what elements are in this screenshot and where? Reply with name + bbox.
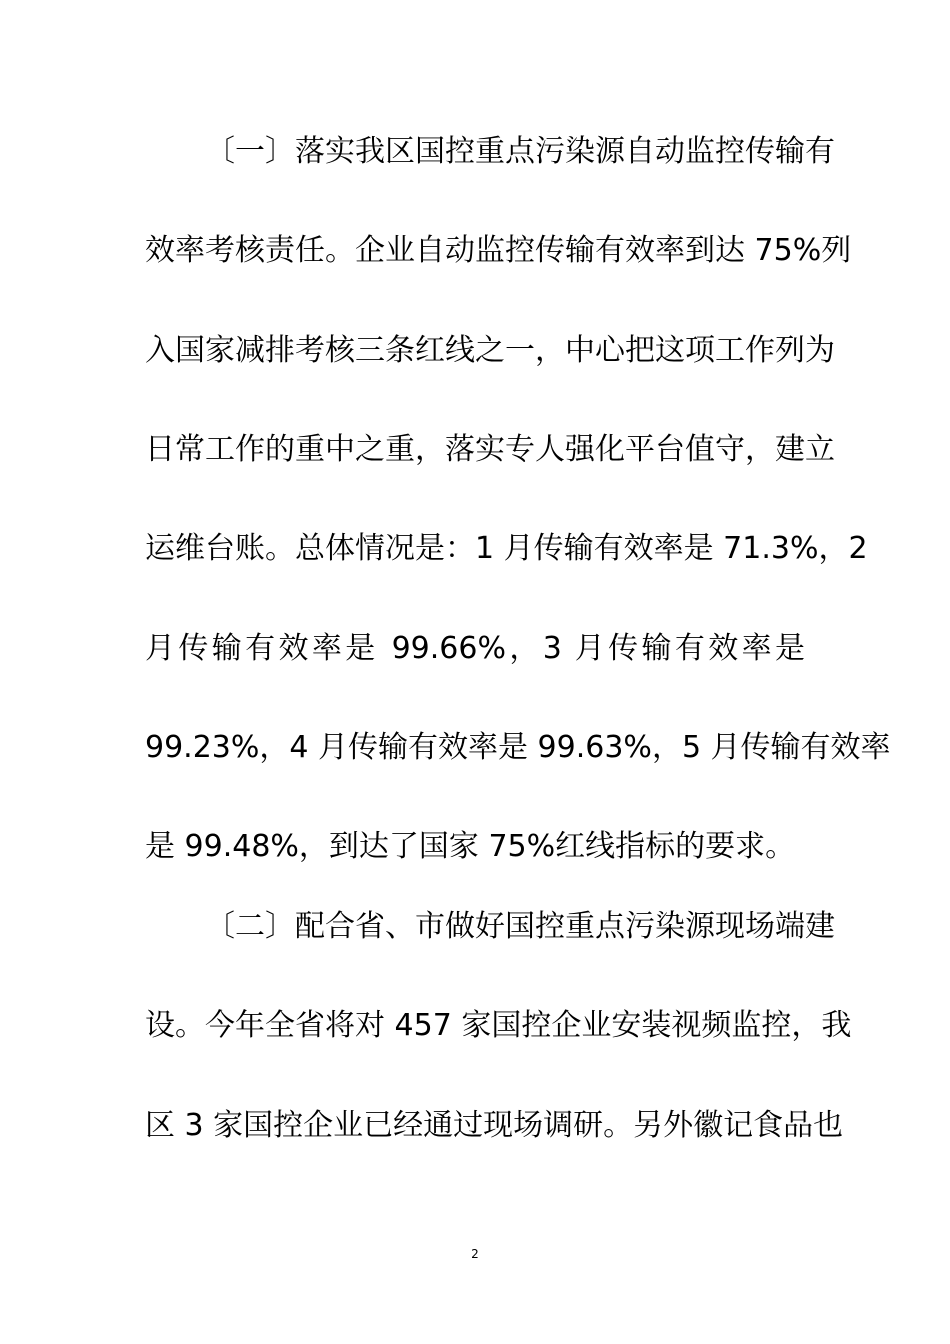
paragraph-1-line-3: 入国家减排考核三条红线之一，中心把这项工作列为 (145, 333, 835, 368)
paragraph-1-line-6: 月传输有效率是 99.66%，3 月传输有效率是 (145, 631, 805, 666)
paragraph-2-line-3: 区 3 家国控企业已经通过现场调研。另外徽记食品也 (145, 1108, 844, 1143)
paragraph-2-line-1: 〔二〕配合省、市做好国控重点污染源现场端建 (205, 909, 835, 944)
paragraph-2-line-2: 设。今年全省将对 457 家国控企业安装视频监控，我 (145, 1008, 852, 1043)
paragraph-1-line-2: 效率考核责任。企业自动监控传输有效率到达 75%列 (145, 233, 852, 268)
paragraph-1-line-7: 99.23%，4 月传输有效率是 99.63%，5 月传输有效率 (145, 730, 891, 765)
paragraph-1-line-5: 运维台账。总体情况是：1 月传输有效率是 71.3%，2 (145, 531, 868, 566)
paragraph-1-line-1: 〔一〕落实我区国控重点污染源自动监控传输有 (205, 134, 835, 169)
page-number: 2 (471, 1247, 479, 1261)
paragraph-1-line-8: 是 99.48%，到达了国家 75%红线指标的要求。 (145, 829, 796, 864)
paragraph-1-line-4: 日常工作的重中之重，落实专人强化平台值守，建立 (145, 432, 835, 467)
